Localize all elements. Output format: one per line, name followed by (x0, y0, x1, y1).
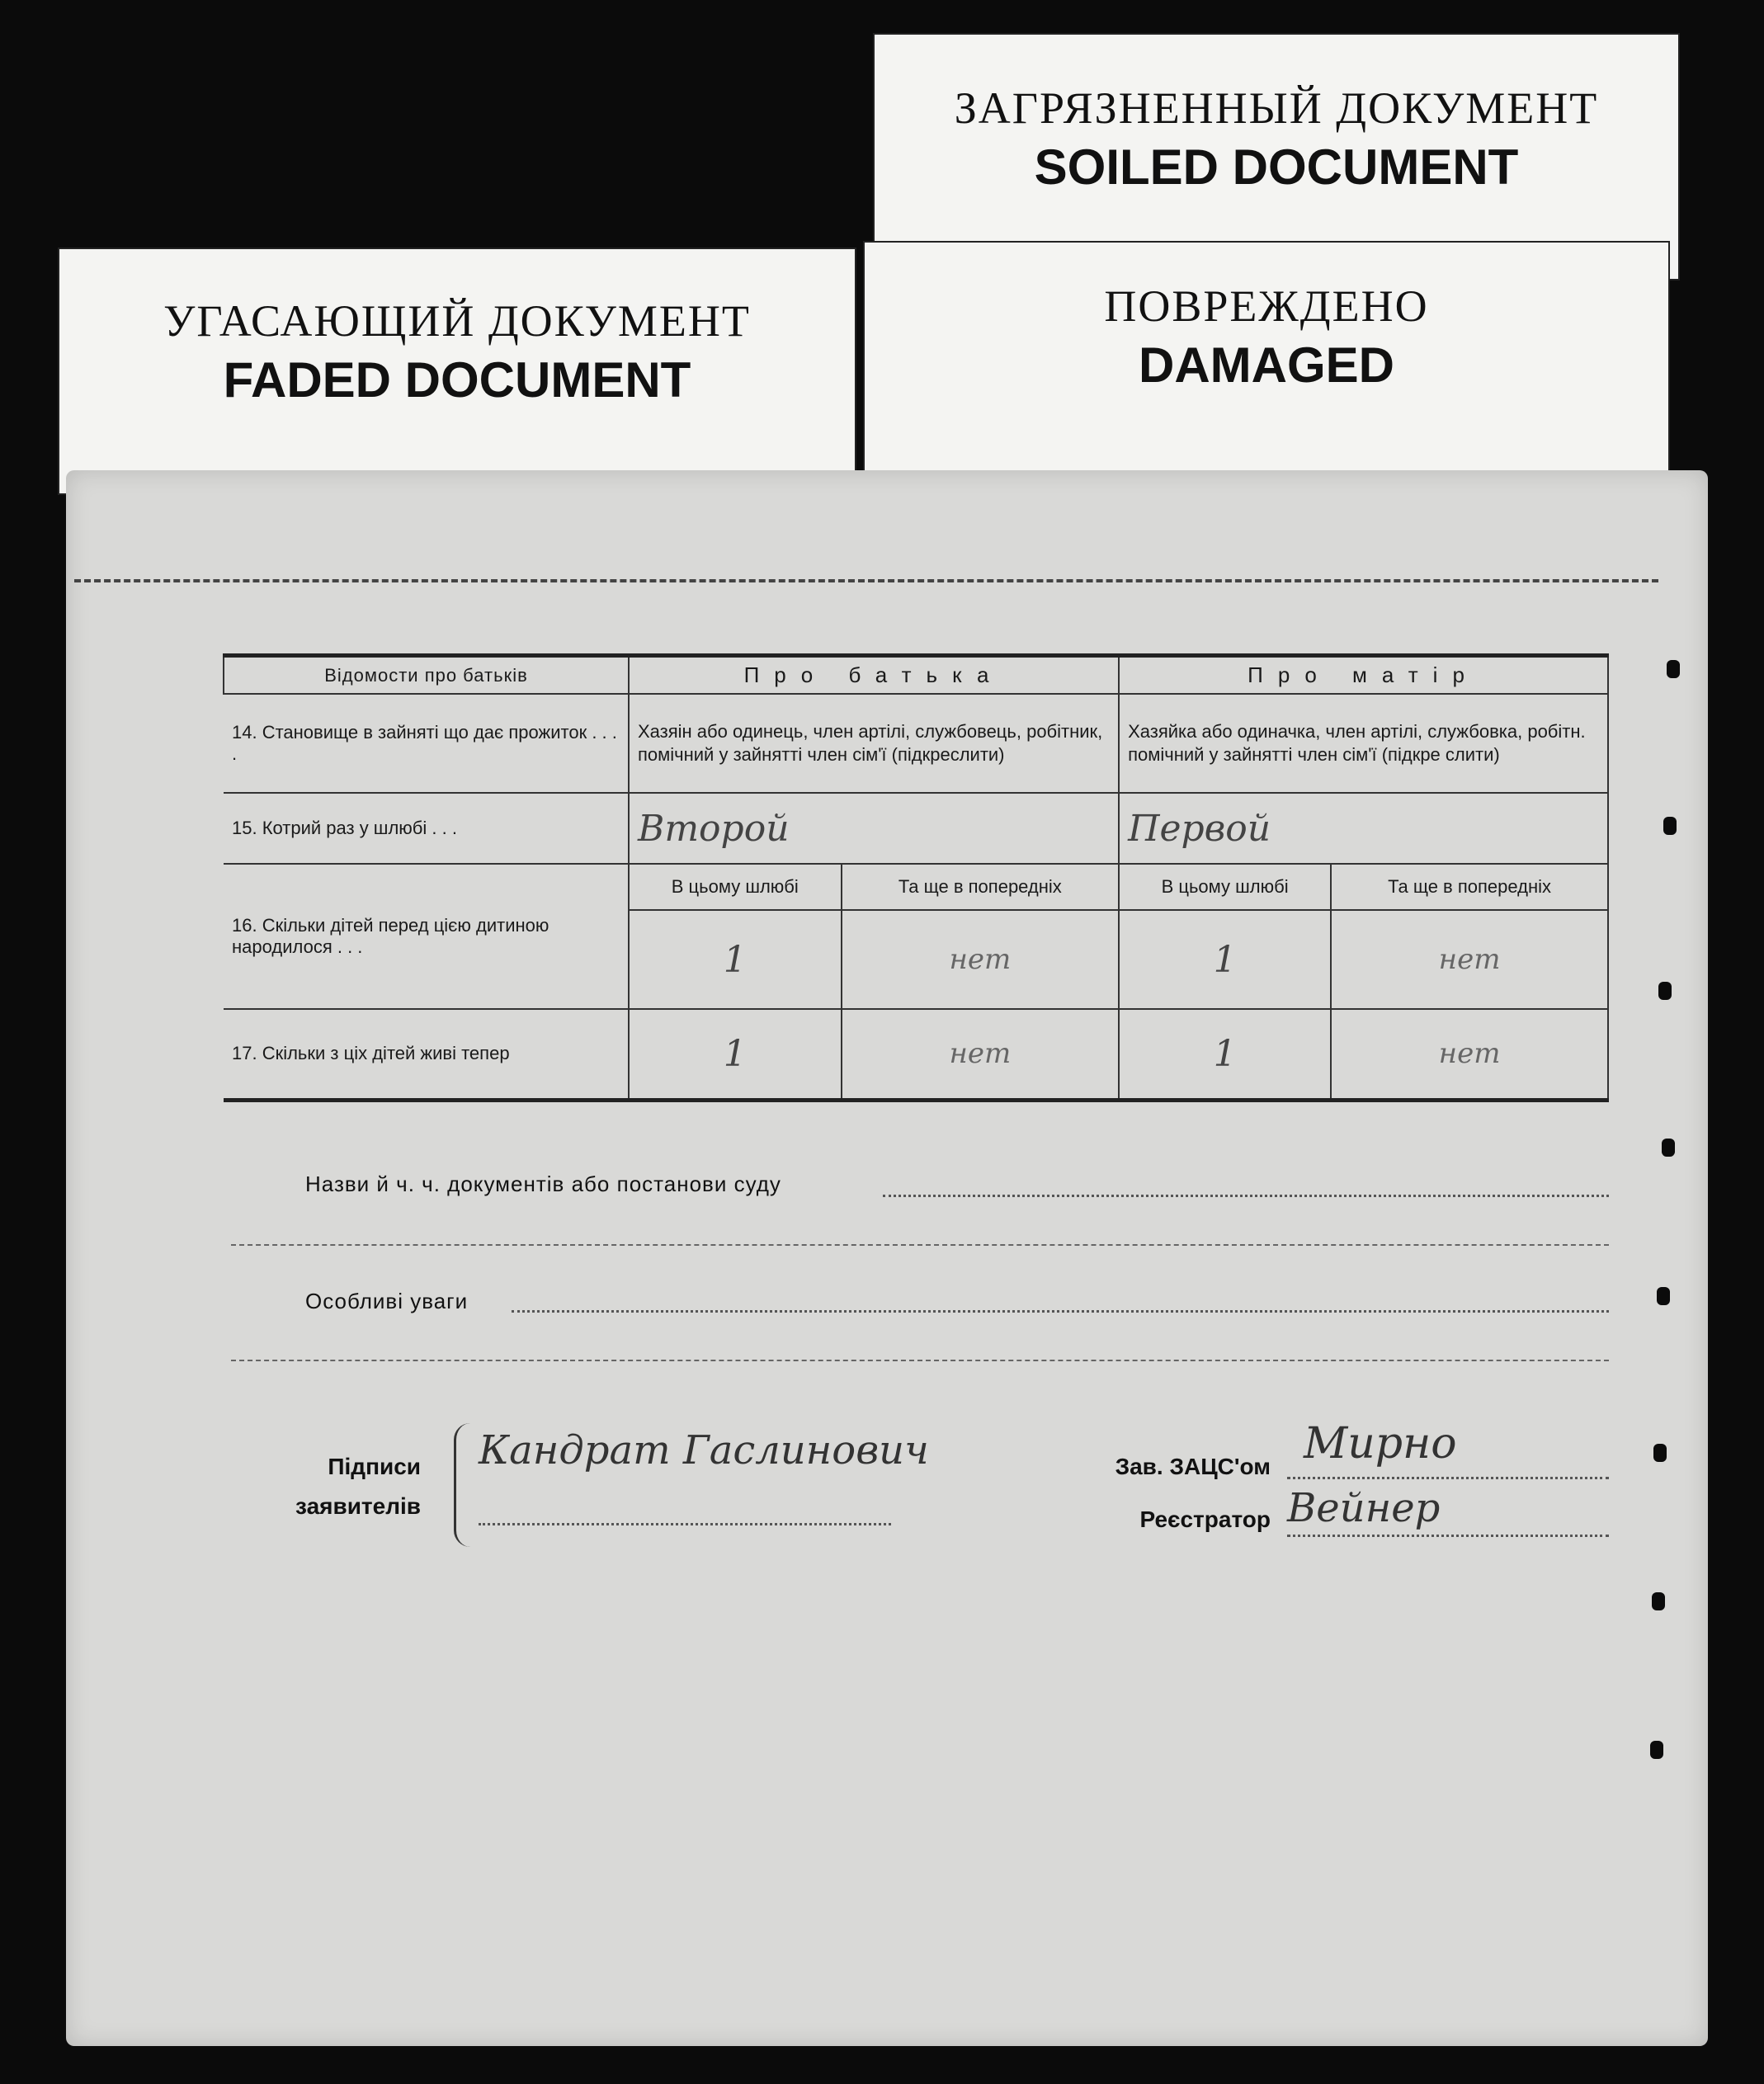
damaged-label-ru: ПОВРЕЖДЕНО (1104, 281, 1429, 331)
table-header-row (224, 656, 1608, 695)
row16-father-prev: нет (949, 943, 1012, 976)
notes-line-2 (231, 1360, 1609, 1361)
applicants-label: заявителів (295, 1493, 421, 1519)
row14-father: Хазяін або одинець, член артілі, службовець, робітник, помічний у зайнятті член сім'ї (підкреслити) (629, 694, 1119, 793)
sub-mother-prev: Та ще в попередніх (1331, 864, 1608, 910)
punch-hole (1658, 982, 1672, 1000)
sub-mother-this: В цьому шлюбі (1119, 864, 1331, 910)
faded-label-en: FADED DOCUMENT (223, 352, 691, 408)
header-mother: Про матір (1119, 656, 1608, 695)
notes-label: Особливі уваги (305, 1289, 469, 1313)
applicant-signature: Кандрат Гаслинович (479, 1427, 929, 1473)
damaged-document-card (863, 241, 1670, 488)
row16-mother-prev: нет (1438, 943, 1501, 976)
registrar-line (1287, 1535, 1609, 1537)
row17-father-prev: нет (949, 1037, 1012, 1071)
punch-hole (1657, 1287, 1670, 1305)
row16-mother-this: 1 (1213, 938, 1237, 981)
row14-label: 14. Становище в зайняті що дає прожиток . . . . (224, 694, 629, 793)
row17-mother-prev: нет (1438, 1037, 1501, 1071)
documents-line (883, 1195, 1609, 1197)
documents-label: Назви й ч. ч. документів або постанови суду (305, 1172, 781, 1196)
punch-hole (1663, 817, 1677, 835)
registrar-label: Реєстратор (1139, 1506, 1271, 1532)
punch-hole (1650, 1741, 1663, 1759)
punch-hole (1652, 1592, 1665, 1610)
parents-info-table (223, 653, 1609, 1102)
punch-hole (1662, 1139, 1675, 1157)
table-subheader-row (224, 864, 1608, 910)
signatures-label: Підписи (328, 1454, 421, 1479)
applicant-line-2 (479, 1523, 891, 1525)
punch-hole (1653, 1444, 1667, 1462)
sub-father-prev: Та ще в попередніх (842, 864, 1120, 910)
row15-mother: Первой (1128, 807, 1271, 850)
row17-mother-this: 1 (1213, 1032, 1237, 1075)
head-signature: Мирно (1304, 1419, 1457, 1469)
notes-line (512, 1310, 1609, 1313)
soiled-label-en: SOILED DOCUMENT (1034, 139, 1519, 195)
table-row (224, 793, 1608, 864)
row15-mother-cell (1119, 793, 1608, 864)
row14-mother: Хазяйка або одиначка, член артілі, службовка, робітн. помічний у зайнятті член сім'ї (підкре слити) (1119, 694, 1608, 793)
row16-father-this: 1 (723, 938, 747, 981)
head-label: Зав. ЗАЦС'ом (1115, 1454, 1271, 1479)
row17-label: 17. Скільки з ціх дітей живі тепер (224, 1009, 629, 1100)
registrar-signature: Вейнер (1287, 1485, 1441, 1531)
punch-hole (1667, 660, 1680, 678)
damaged-label-en: DAMAGED (1139, 337, 1394, 393)
row16-label: 16. Скільки дітей перед цією дитиною народилося . . . (224, 864, 629, 1009)
row17-father-this: 1 (723, 1032, 747, 1075)
soiled-label-ru: ЗАГРЯЗНЕННЫЙ ДОКУМЕНТ (954, 83, 1599, 133)
form-sheet (66, 470, 1708, 2046)
header-father: Про батька (629, 656, 1119, 695)
faded-label-ru: УГАСАЮЩИЙ ДОКУМЕНТ (163, 296, 751, 346)
row15-father: Второй (638, 807, 790, 850)
signatures-brace (454, 1423, 476, 1547)
row15-label: 15. Котрий раз у шлюбі . . . (224, 793, 629, 864)
sub-father-this: В цьому шлюбі (629, 864, 842, 910)
faded-document-card (58, 248, 856, 495)
table-row (224, 1009, 1608, 1100)
row15-father-cell (629, 793, 1119, 864)
head-line (1287, 1477, 1609, 1479)
perforation-line (74, 579, 1658, 582)
header-info: Відомости про батьків (224, 656, 629, 695)
documents-line-2 (231, 1244, 1609, 1246)
table-row (224, 694, 1608, 793)
